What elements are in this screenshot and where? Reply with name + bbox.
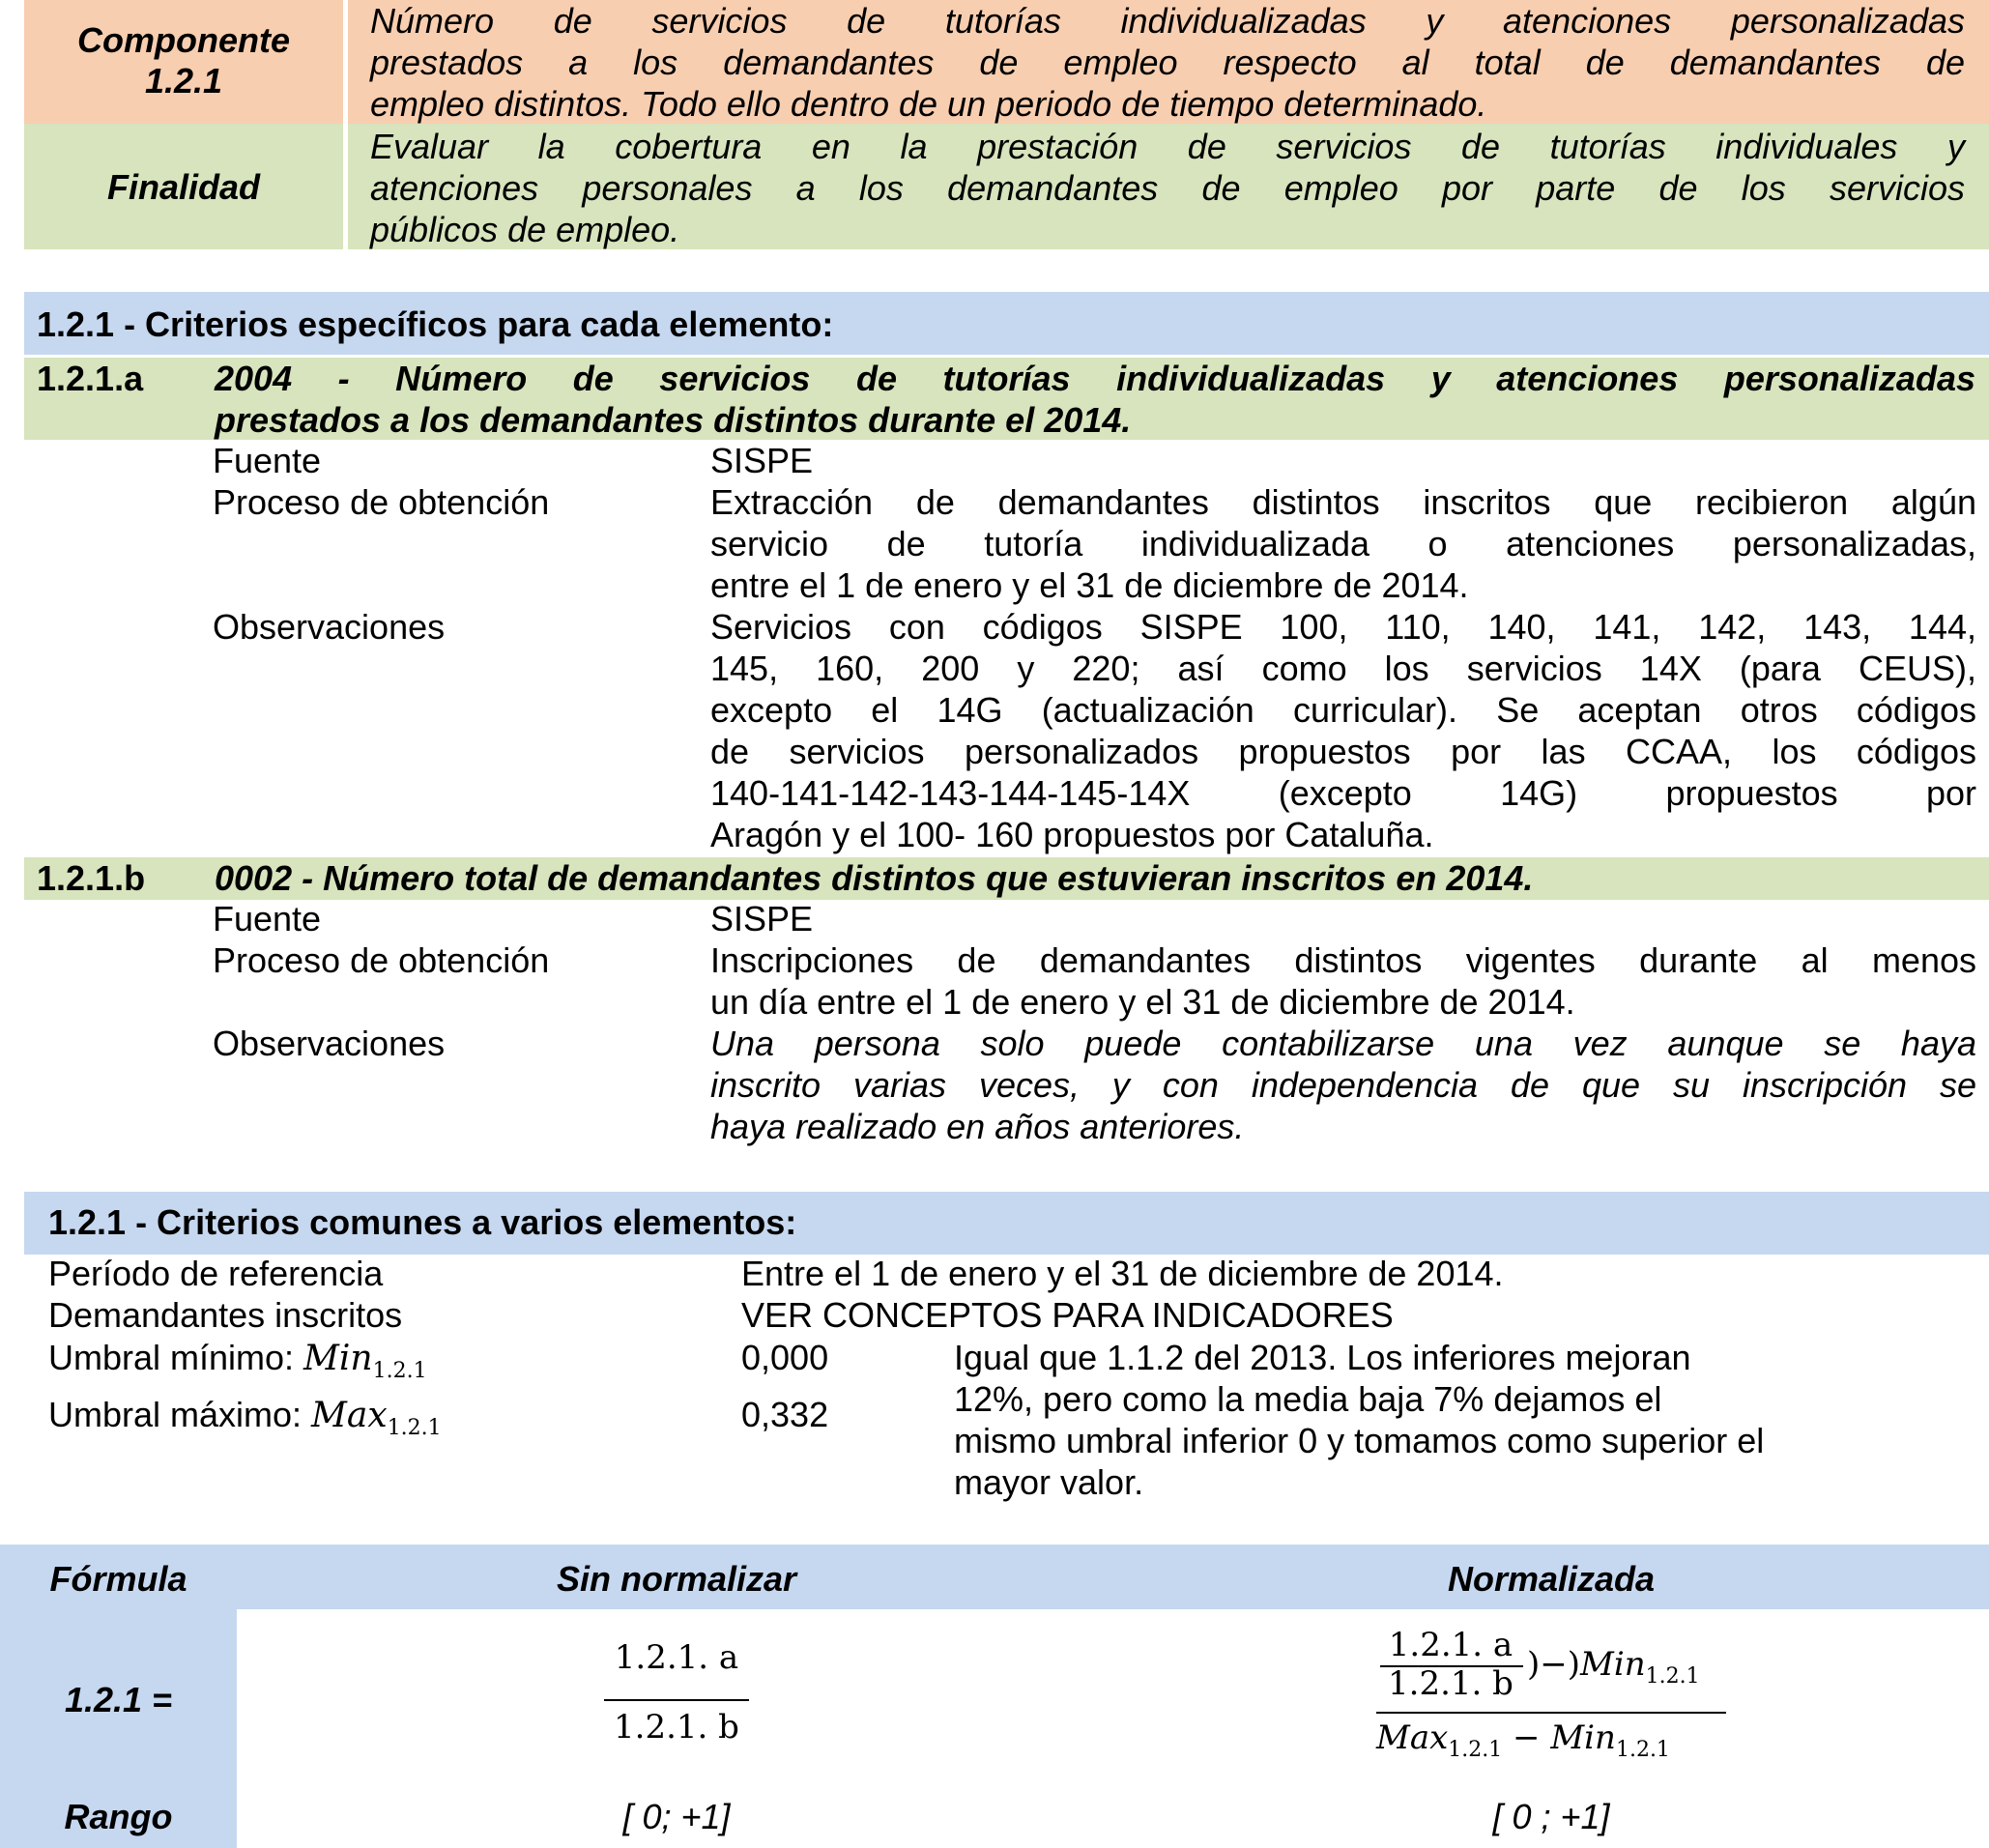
formula-header: Fórmula <box>49 1559 187 1599</box>
element-b-notes-line: Una persona solo puede contabilizarse una vez aunque se haya <box>710 1024 1976 1063</box>
element-b-title: 0002 - Número total de demandantes distintos que estuvieran inscritos en 2014. <box>215 858 1534 898</box>
element-a-process-line: entre el 1 de enero y el 31 de diciembre de 2014. <box>710 565 1469 605</box>
element-b-process-text <box>710 939 1976 1023</box>
component-description-line: prestados a los demandantes de empleo respecto al total de demandantes de <box>370 43 1965 82</box>
normalized-formula-header: Normalizada <box>1447 1559 1656 1599</box>
element-a-title <box>215 358 1975 441</box>
max-threshold-label <box>48 1394 442 1449</box>
raw-denominator-text: 1.2.1. b <box>614 1708 739 1747</box>
registered-label: Demandantes inscritos <box>48 1295 403 1335</box>
component-description-line: Número de servicios de tutorías individualizadas y atenciones personalizadas <box>370 1 1965 41</box>
raw-fraction-bar <box>604 1699 749 1701</box>
element-a-source-value: SISPE <box>710 441 814 480</box>
element-b-notes-line: inscrito varias veces, y con independencia de que su inscripción se <box>710 1065 1976 1105</box>
element-a-source-label: Fuente <box>213 441 322 480</box>
element-b-notes-text <box>710 1023 1976 1147</box>
raw-formula-header: Sin normalizar <box>556 1559 797 1599</box>
norm-min-symbol: Min <box>1580 1645 1646 1684</box>
purpose-text-line: Evaluar la cobertura en la prestación de servicios de tutorías individuales y <box>370 127 1965 166</box>
norm-minus-operator: − <box>1502 1718 1551 1757</box>
element-a-notes-line: Aragón y el 100- 160 propuestos por Cataluña. <box>710 815 1434 854</box>
max-threshold-value: 0,332 <box>741 1395 829 1434</box>
purpose-text-line: públicos de empleo. <box>370 210 680 249</box>
norm-inner-denominator: 1.2.1. b <box>1388 1664 1513 1703</box>
component-description-line: empleo distintos. Todo ello dentro de un periodo de tiempo determinado. <box>370 84 1487 124</box>
min-threshold-label <box>48 1337 427 1392</box>
max-threshold-symbol: Max <box>311 1396 388 1435</box>
norm-min-symbol: Min <box>1550 1718 1616 1757</box>
max-threshold-subscript: 1.2.1 <box>387 1416 442 1440</box>
norm-min-subscript: 1.2.1 <box>1615 1738 1670 1762</box>
component-description <box>370 0 1965 125</box>
purpose-text-line: atenciones personales a los demandantes de empleo por parte de los servicios <box>370 168 1965 208</box>
element-a-process-line: servicio de tutoría individualizada o atenciones personalizadas, <box>710 524 1976 563</box>
element-b-code: 1.2.1.b <box>37 858 146 898</box>
element-b-process-label: Proceso de obtención <box>213 940 550 980</box>
common-criteria-header: 1.2.1 - Criterios comunes a varios elementos: <box>48 1202 797 1242</box>
element-a-code: 1.2.1.a <box>37 359 144 398</box>
min-threshold-value: 0,000 <box>741 1338 829 1377</box>
normalized-formula <box>1372 1627 1730 1772</box>
norm-main-fraction-bar <box>1376 1712 1726 1714</box>
norm-max-subscript: 1.2.1 <box>1448 1738 1503 1762</box>
range-raw: [ 0; +1] <box>622 1797 731 1836</box>
element-b-process-line: un día entre el 1 de enero y el 31 de diciembre de 2014. <box>710 982 1575 1022</box>
purpose-label: Finalidad <box>106 167 260 207</box>
range-label: Rango <box>64 1797 173 1836</box>
element-b-notes-line: haya realizado en años anteriores. <box>710 1107 1245 1146</box>
norm-inner-numerator: 1.2.1. a <box>1388 1626 1513 1664</box>
period-value: Entre el 1 de enero y el 31 de diciembre de 2014. <box>741 1254 1504 1293</box>
range-normalized: [ 0 ; +1] <box>1492 1797 1610 1836</box>
element-a-notes-line: 140-141-142-143-144-145-14X (excepto 14G) propuestos por <box>710 773 1976 813</box>
threshold-note-line: Igual que 1.1.2 del 2013. Los inferiores mejoran <box>954 1338 1691 1377</box>
purpose-text <box>370 126 1965 250</box>
min-threshold-text: Umbral mínimo: <box>48 1338 304 1377</box>
element-a-title-line: prestados a los demandantes distintos durante el 2014. <box>215 400 1132 440</box>
component-label-line1: Componente <box>77 20 290 60</box>
raw-numerator <box>580 1638 773 1677</box>
period-label: Período de referencia <box>48 1254 384 1293</box>
element-b-source-label: Fuente <box>213 899 322 938</box>
min-threshold-symbol: Min <box>303 1339 373 1378</box>
element-a-notes-text <box>710 606 1976 855</box>
element-a-notes-label: Observaciones <box>213 607 446 647</box>
component-label <box>24 20 343 101</box>
element-b-source-value: SISPE <box>710 899 814 938</box>
formula-row-label: 1.2.1 = <box>64 1680 173 1719</box>
raw-denominator <box>580 1708 773 1747</box>
threshold-note-line: 12%, pero como la media baja 7% dejamos el <box>954 1379 1662 1419</box>
min-threshold-subscript: 1.2.1 <box>372 1359 427 1383</box>
element-a-title-line: 2004 - Número de servicios de tutorías individualizadas y atenciones personalizadas <box>215 359 1975 398</box>
element-b-notes-label: Observaciones <box>213 1024 446 1063</box>
threshold-note-line: mayor valor. <box>954 1462 1144 1502</box>
element-a-notes-line: excepto el 14G (actualización curricular). Se aceptan otros códigos <box>710 690 1976 730</box>
element-b-process-line: Inscripciones de demandantes distintos vigentes durante al menos <box>710 940 1976 980</box>
registered-value: VER CONCEPTOS PARA INDICADORES <box>741 1295 1394 1335</box>
element-a-notes-line: de servicios personalizados propuestos por las CCAA, los códigos <box>710 732 1976 771</box>
element-a-notes-line: 145, 160, 200 y 220; así como los servicios 14X (para CEUS), <box>710 649 1976 688</box>
element-a-process-text <box>710 481 1976 606</box>
raw-formula <box>580 1638 773 1754</box>
element-a-notes-line: Servicios con códigos SISPE 100, 110, 140, 141, 142, 143, 144, <box>710 607 1976 647</box>
norm-max-symbol: Max <box>1376 1718 1449 1757</box>
raw-numerator-text: 1.2.1. a <box>614 1638 739 1677</box>
element-a-process-label: Proceso de obtención <box>213 482 550 522</box>
norm-min-subscript: 1.2.1 <box>1645 1664 1700 1689</box>
component-label-line2: 1.2.1 <box>144 61 223 101</box>
element-a-process-line: Extracción de demandantes distintos inscritos que recibieron algún <box>710 482 1976 522</box>
specific-criteria-header: 1.2.1 - Criterios específicos para cada elemento: <box>37 304 834 344</box>
threshold-note <box>954 1337 1978 1503</box>
max-threshold-text: Umbral máximo: <box>48 1395 312 1434</box>
norm-denominator <box>1376 1719 1670 1769</box>
norm-numerator-tail <box>1527 1646 1700 1695</box>
norm-tail-operator: )−) <box>1527 1645 1581 1684</box>
threshold-note-line: mismo umbral inferior 0 y tomamos como superior el <box>954 1421 1765 1460</box>
